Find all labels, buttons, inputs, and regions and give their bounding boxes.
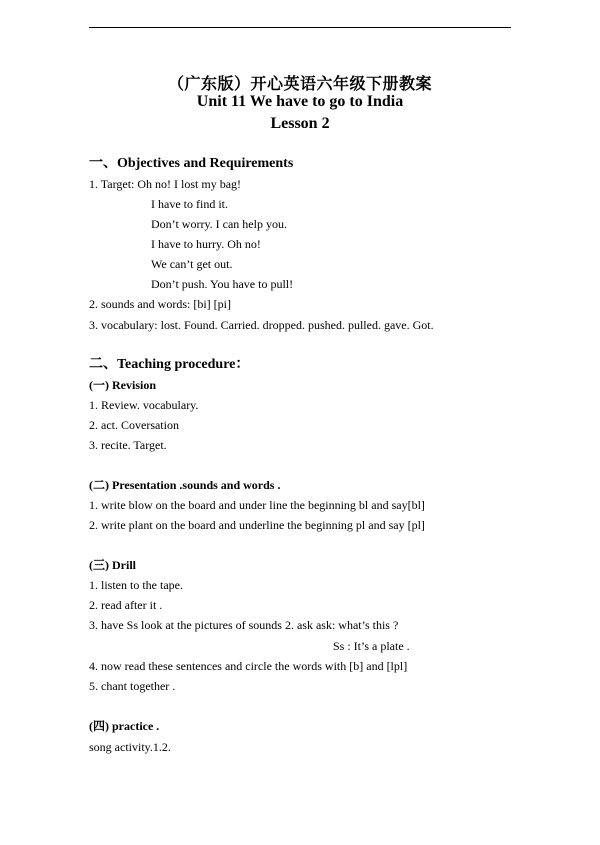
target-line: Don’t worry. I can help you.: [151, 217, 287, 231]
document-title-chinese: （广东版）开心英语六年级下册教案: [167, 74, 432, 93]
drill-item: 5. chant together .: [89, 679, 176, 693]
presentation-item: 2. write plant on the board and underline the beginning pl and say [pl]: [89, 518, 425, 532]
drill-item: 1. listen to the tape.: [89, 578, 183, 592]
vocabulary: 3. vocabulary: lost. Found. Carried. dropped. pushed. pulled. gave. Got.: [89, 318, 434, 332]
drill-item: 4. now read these sentences and circle the words with [b] and [lpl]: [89, 659, 408, 673]
header-rule: [89, 27, 511, 28]
target-line: We can’t get out.: [151, 257, 233, 271]
target-line: I have to hurry. Oh no!: [151, 237, 261, 251]
revision-heading: (一) Revision: [89, 378, 156, 392]
revision-item: 1. Review. vocabulary.: [89, 398, 199, 412]
target-label: 1. Target: Oh no! I lost my bag!: [89, 177, 242, 191]
drill-item: 3. have Ss look at the pictures of sounds 2. ask ask: what’s this ?: [89, 618, 399, 632]
unit-title: Unit 11 We have to go to India: [196, 93, 404, 110]
drill-item: 2. read after it .: [89, 598, 163, 612]
revision-item: 2. act. Coversation: [89, 418, 179, 432]
lesson-title: Lesson 2: [270, 115, 330, 132]
presentation-heading: (二) Presentation .sounds and words .: [89, 478, 281, 492]
drill-answer: Ss : It’s a plate .: [333, 639, 410, 653]
procedure-heading: 二、Teaching procedure：: [89, 357, 250, 372]
drill-heading: (三) Drill: [89, 558, 136, 572]
presentation-item: 1. write blow on the board and under line the beginning bl and say[bl]: [89, 498, 425, 512]
target-line: I have to find it.: [151, 197, 228, 211]
practice-heading: (四) practice .: [89, 719, 160, 733]
target-line: Don’t push. You have to pull!: [151, 277, 294, 291]
objectives-heading: 一、Objectives and Requirements: [89, 156, 294, 171]
practice-item: song activity.1.2.: [89, 740, 171, 754]
revision-item: 3. recite. Target.: [89, 438, 167, 452]
sounds-and-words: 2. sounds and words: [bi] [pi]: [89, 297, 231, 311]
